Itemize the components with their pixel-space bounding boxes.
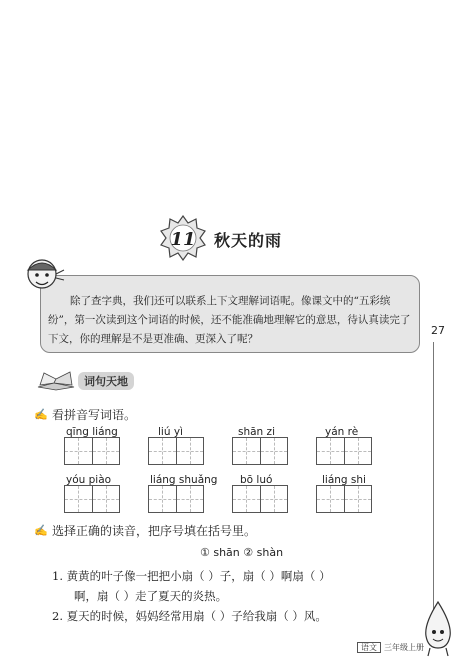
task2-instruction: 选择正确的读音，把序号填在括号里。 bbox=[52, 524, 257, 538]
pinyin-label: liú yì bbox=[158, 426, 183, 438]
pencil-icon: ✍ bbox=[34, 408, 48, 421]
section-label: 词句天地 bbox=[78, 372, 134, 390]
pinyin-label: qīng liáng bbox=[66, 426, 118, 438]
writing-grid[interactable] bbox=[64, 485, 120, 513]
lesson-number-badge bbox=[160, 215, 206, 261]
pencil-icon: ✍ bbox=[34, 524, 48, 537]
pinyin-label: liáng shuǎng bbox=[150, 474, 218, 486]
lesson-title: 秋天的雨 bbox=[214, 231, 283, 250]
lesson-number: 11 bbox=[170, 229, 196, 250]
footer-label: 语文 三年级上册 bbox=[357, 642, 424, 653]
writing-grid[interactable] bbox=[232, 485, 288, 513]
pinyin-label: yóu piào bbox=[66, 474, 112, 486]
writing-grid[interactable] bbox=[148, 485, 204, 513]
tip-text: 除了查字典，我们还可以联系上下文理解词语呢。像课文中的“五彩缤纷”，第一次读到这个词语的时候，还不能准确地理解它的意思，待认真读完了下文，你的理解是不是更准确、更深入了呢？ bbox=[48, 295, 411, 345]
side-rule bbox=[433, 342, 434, 612]
raindrop-mascot-icon bbox=[418, 598, 458, 658]
pinyin-label: liáng shi bbox=[322, 474, 366, 486]
writing-grid[interactable] bbox=[64, 437, 120, 465]
writing-grid[interactable] bbox=[316, 437, 372, 465]
question-2: 2. 夏天的时候，妈妈经常用扇（ ）子给我扇（ ）风。 bbox=[52, 609, 327, 623]
pinyin-label: bō luó bbox=[240, 474, 273, 486]
task1-instruction: 看拼音写词语。 bbox=[52, 408, 137, 422]
writing-grid[interactable] bbox=[232, 437, 288, 465]
question-1-line-2: 啊，扇（ ）走了夏天的炎热。 bbox=[74, 589, 228, 603]
pinyin-label: yán rè bbox=[325, 426, 359, 438]
open-book-icon bbox=[36, 369, 76, 391]
page-number: 27 bbox=[431, 324, 445, 337]
question-1-line-1: 1. 黄黄的叶子像一把把小扇（ ）子，扇（ ）啊扇（ ） bbox=[52, 569, 331, 583]
pronunciation-options: ① shān ② shàn bbox=[200, 546, 284, 559]
writing-grid[interactable] bbox=[316, 485, 372, 513]
writing-grid[interactable] bbox=[148, 437, 204, 465]
pinyin-label: shān zi bbox=[238, 426, 275, 438]
